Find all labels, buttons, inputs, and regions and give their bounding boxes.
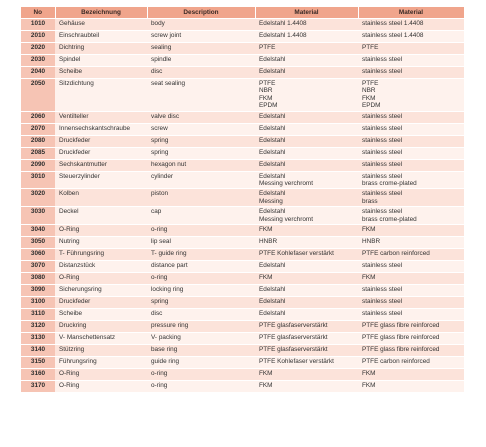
material-de-line: Edelstahl [259,286,286,294]
material-en-line: brass crome-plated [362,215,417,223]
material-en [358,333,464,345]
part-description-en: spindle [147,55,255,67]
part-description-en: valve disc [147,111,255,123]
part-number: 3130 [21,333,55,345]
part-description-en: distance part [147,261,255,273]
material-en-line: stainless steel [362,190,403,198]
material-de-line: FKM [259,370,273,378]
material-de [255,67,358,79]
material-en-line: PTFE glass fibre reinforced [362,322,440,330]
part-description-en: spring [147,297,255,309]
part-number: 2050 [21,79,55,112]
part-number: 3060 [21,249,55,261]
part-name-de: Stützring [55,345,147,357]
material-de [255,285,358,297]
material-en-line: FKM [362,370,376,378]
table-row [21,19,464,31]
part-description-en: T- guide ring [147,249,255,261]
header-material-de: Material [255,7,358,19]
table-body [21,19,464,393]
part-name-de: Steuerzylinder [55,171,147,189]
part-number: 2085 [21,147,55,159]
part-description-en: screw joint [147,31,255,43]
material-de-line: EPDM [259,102,278,110]
material-de-line: Messing verchromt [259,215,313,223]
material-de-line: FKM [259,94,273,102]
part-name-de: O-Ring [55,369,147,381]
material-de-line: FKM [259,226,273,234]
table-row [21,369,464,381]
material-en-line: stainless steel [362,208,403,216]
material-en-line: PTFE [362,80,379,87]
part-description-en: spring [147,147,255,159]
table-row [21,67,464,79]
part-name-de: O-Ring [55,225,147,237]
part-number: 1010 [21,19,55,31]
table-row [21,31,464,43]
part-name-de: Druckfeder [55,297,147,309]
material-en [358,357,464,369]
material-de [255,225,358,237]
parts-table [21,7,465,392]
table-row [21,147,464,159]
part-description-en: piston [147,189,255,207]
material-de-line: Edelstahl [259,208,286,216]
material-de [255,79,358,112]
material-en [358,381,464,393]
material-de [255,237,358,249]
part-description-en: cylinder [147,171,255,189]
material-en-line: FKM [362,94,376,102]
part-name-de: Gehäuse [55,19,147,31]
material-en [358,237,464,249]
material-de-line: PTFE [259,44,276,51]
part-number: 2020 [21,43,55,55]
material-de-line: FKM [259,274,273,282]
part-name-de: T- Führungsring [55,249,147,261]
material-en [358,31,464,43]
material-de-line: Edelstahl [259,190,286,198]
material-en-line: HNBR [362,238,381,246]
parts-list [21,7,464,392]
part-number: 3140 [21,345,55,357]
part-description-en: o-ring [147,369,255,381]
material-de [255,249,358,261]
material-de-line: FKM [259,382,273,390]
material-de [255,207,358,225]
material-en [358,111,464,123]
part-name-de: Scheibe [55,67,147,79]
material-en-line: stainless steel [362,310,403,318]
table-row [21,135,464,147]
part-number: 3170 [21,381,55,393]
material-de-line: Edelstahl [259,124,286,132]
material-de-line: Edelstahl [259,172,286,180]
table-row [21,111,464,123]
material-de [255,273,358,285]
material-de [255,321,358,333]
part-number: 3150 [21,357,55,369]
table-row [21,43,464,55]
table-row [21,273,464,285]
material-de-line: Edelstahl 1.4408 [259,20,307,27]
table-row [21,333,464,345]
material-de-line: Edelstahl [259,68,286,75]
part-name-de: Innensechskantschraube [55,123,147,135]
table-row [21,55,464,67]
material-en-line: stainless steel [362,56,403,63]
part-name-de: Sitzdichtung [55,79,147,112]
part-name-de: Einschraubteil [55,31,147,43]
material-de [255,171,358,189]
material-de [255,19,358,31]
material-en [358,79,464,112]
part-description-en: base ring [147,345,255,357]
material-en-line: stainless steel 1.4408 [362,32,424,39]
material-de-line: Edelstahl [259,56,286,63]
header-description: Description [147,7,255,19]
part-number: 3090 [21,285,55,297]
part-name-de: Scheibe [55,309,147,321]
part-description-en: disc [147,67,255,79]
material-de-line: Edelstahl [259,112,286,120]
material-en-line: FKM [362,274,376,282]
material-en [358,309,464,321]
table-row [21,261,464,273]
material-de-line: Edelstahl [259,136,286,144]
part-description-en: cap [147,207,255,225]
table-row [21,309,464,321]
material-de [255,369,358,381]
part-name-de: Distanzstück [55,261,147,273]
material-de [255,111,358,123]
part-description-en: lip seal [147,237,255,249]
material-de [255,147,358,159]
part-number: 2080 [21,135,55,147]
material-en-line: stainless steel 1.4408 [362,20,424,27]
part-description-en: guide ring [147,357,255,369]
material-de [255,123,358,135]
part-number: 3030 [21,207,55,225]
material-en [358,43,464,55]
part-name-de: O-Ring [55,273,147,285]
table-row [21,189,464,207]
part-number: 2010 [21,31,55,43]
part-number: 3020 [21,189,55,207]
material-en-line: EPDM [362,102,381,110]
part-description-en: disc [147,309,255,321]
material-de [255,357,358,369]
material-en [358,159,464,171]
part-number: 2060 [21,111,55,123]
material-de [255,345,358,357]
material-de [255,159,358,171]
material-en [358,321,464,333]
material-en-line: stainless steel [362,136,403,144]
part-description-en: V- packing [147,333,255,345]
part-number: 2040 [21,67,55,79]
part-number: 2090 [21,159,55,171]
material-en-line: NBR [362,87,376,95]
part-name-de: Spindel [55,55,147,67]
part-description-en: hexagon nut [147,159,255,171]
material-de [255,333,358,345]
part-name-de: Druckfeder [55,147,147,159]
material-en-line: FKM [362,226,376,234]
table-row [21,357,464,369]
table-row [21,225,464,237]
material-de [255,31,358,43]
material-de-line: Edelstahl [259,160,286,168]
material-en-line: stainless steel [362,160,403,168]
table-row [21,171,464,189]
material-en [358,55,464,67]
table-row [21,237,464,249]
material-de-line: PTFE glasfaserverstärkt [259,334,328,342]
part-number: 3100 [21,297,55,309]
part-description-en: locking ring [147,285,255,297]
material-de-line: PTFE glasfaserverstärkt [259,322,328,330]
material-en-line: stainless steel [362,124,403,132]
part-description-en: spring [147,135,255,147]
material-de-line: Edelstahl [259,148,286,156]
part-number: 3010 [21,171,55,189]
material-de [255,297,358,309]
table-row [21,345,464,357]
header-material-en: Material [358,7,464,19]
table-row [21,297,464,309]
table-row [21,249,464,261]
material-en [358,273,464,285]
material-en [358,123,464,135]
part-description-en: o-ring [147,273,255,285]
material-en [358,285,464,297]
material-en-line: FKM [362,382,376,390]
table-row [21,285,464,297]
material-en [358,261,464,273]
material-de [255,43,358,55]
material-en-line: PTFE glass fibre reinforced [362,334,440,342]
material-de-line: HNBR [259,238,278,246]
material-en-line: stainless steel [362,112,403,120]
material-en [358,171,464,189]
material-en-line: stainless steel [362,262,403,270]
table-row [21,381,464,393]
part-number: 3040 [21,225,55,237]
material-de-line: PTFE [259,80,276,87]
part-name-de: Sicherungsring [55,285,147,297]
part-number: 3070 [21,261,55,273]
material-de [255,309,358,321]
part-description-en: screw [147,123,255,135]
material-en [358,207,464,225]
material-de [255,55,358,67]
part-name-de: Führungsring [55,357,147,369]
part-description-en: sealing [147,43,255,55]
part-name-de: Deckel [55,207,147,225]
table-row [21,207,464,225]
material-en-line: PTFE carbon reinforced [362,358,430,366]
material-en [358,147,464,159]
material-en-line: PTFE glass fibre reinforced [362,346,440,354]
part-name-de: Druckfeder [55,135,147,147]
part-name-de: Dichtring [55,43,147,55]
table-row [21,123,464,135]
part-description-en: o-ring [147,225,255,237]
part-number: 3110 [21,309,55,321]
material-en-line: stainless steel [362,298,403,306]
material-en [358,297,464,309]
material-en-line: stainless steel [362,286,403,294]
material-en [358,249,464,261]
material-de [255,135,358,147]
part-description-en: o-ring [147,381,255,393]
part-description-en: pressure ring [147,321,255,333]
part-number: 2070 [21,123,55,135]
part-name-de: O-Ring [55,381,147,393]
material-en [358,67,464,79]
part-number: 3080 [21,273,55,285]
material-de-line: Messing [259,197,283,205]
material-de-line: PTFE Kohlefaser verstärkt [259,358,334,366]
part-name-de: V- Manschettensatz [55,333,147,345]
material-en-line: PTFE [362,44,379,51]
table-row [21,79,464,112]
material-en [358,345,464,357]
part-number: 3050 [21,237,55,249]
header-no: No [21,7,55,19]
header-bezeichnung: Bezeichnung [55,7,147,19]
part-name-de: Ventilteller [55,111,147,123]
material-en-line: brass crome-plated [362,180,417,188]
material-de [255,381,358,393]
material-en-line: stainless steel [362,148,403,156]
table-row [21,159,464,171]
part-name-de: Nutring [55,237,147,249]
material-de-line: PTFE Kohlefaser verstärkt [259,250,334,258]
material-de-line: Edelstahl [259,298,286,306]
part-name-de: Sechskantmutter [55,159,147,171]
material-en-line: brass [362,197,378,205]
material-de-line: NBR [259,87,273,95]
material-en [358,19,464,31]
material-de-line: PTFE glasfaserverstärkt [259,346,328,354]
part-description-en: body [147,19,255,31]
material-de [255,261,358,273]
material-de-line: Edelstahl 1.4408 [259,32,307,39]
part-name-de: Druckring [55,321,147,333]
material-en [358,189,464,207]
part-number: 3120 [21,321,55,333]
material-de [255,189,358,207]
material-en-line: stainless steel [362,172,403,180]
part-name-de: Kolben [55,189,147,207]
material-de-line: Edelstahl [259,310,286,318]
material-en-line: stainless steel [362,68,403,75]
part-number: 3160 [21,369,55,381]
part-description-en: seat sealing [147,79,255,112]
part-number: 2030 [21,55,55,67]
table-header-row [21,7,464,19]
material-en [358,369,464,381]
material-en [358,225,464,237]
material-de-line: Messing verchromt [259,180,313,188]
material-en [358,135,464,147]
material-en-line: PTFE carbon reinforced [362,250,430,258]
material-de-line: Edelstahl [259,262,286,270]
table-row [21,321,464,333]
